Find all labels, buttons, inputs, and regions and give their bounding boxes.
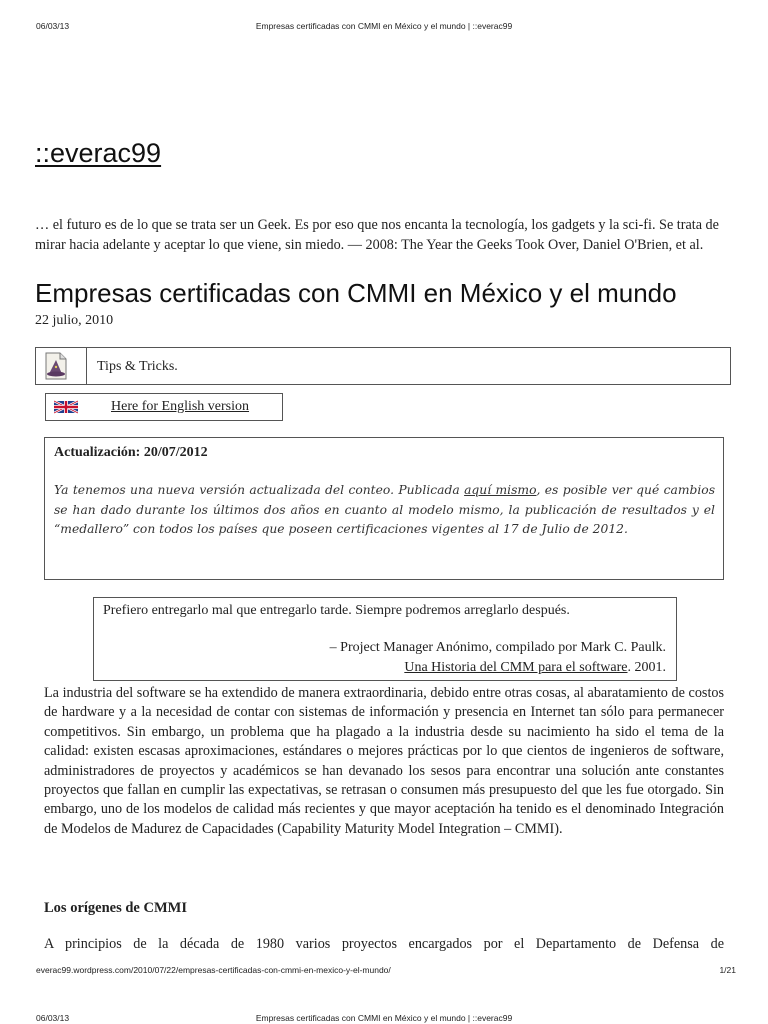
update-text: [54, 481, 715, 540]
english-version-link[interactable]: Here for English version: [111, 399, 250, 414]
update-heading: Actualización: 20/07/2012: [54, 445, 208, 460]
print-title: Empresas certificadas con CMMI en México y el mundo | ::everac99: [255, 21, 513, 31]
quote-author: – Project Manager Anónimo, compilado por Mark C. Paulk.: [329, 640, 666, 655]
update-link[interactable]: aquí mismo: [464, 483, 537, 497]
site-title-link[interactable]: ::everac99: [35, 138, 162, 168]
update-text-start: Ya tenemos una nueva versión actualizada del conteo. Publicada: [54, 483, 465, 497]
intro-paragraph: La industria del software se ha extendido de manera extraordinaria, debido entre otras cosas, al abaratamiento de costos de hardware y a la necesidad de contar con sistemas de información y presencia en Internet tan sólo para permanecer competitivos. Sin embargo, un problema que ha plagado a la industria desde su nacimiento ha sido el tema de la calidad: existen escasas aproximaciones, estándares o mejores prácticas por lo que cientos de ingenieros de software, administradores de proyectos y académicos se han devanado los sesos para encontrar una solución ante constantes proyectos que fallan en cumplir las expectativas, se retrasan o consumen más presupuesto del que les fue otorgado. Sin embargo, uno de los modelos de calidad más recientes y que mayor aceptación ha tenido es el denominado Integración de Modelos de Madurez de Capacidades (Capability Maturity Model Integration – CMMI).: [44, 685, 724, 837]
section-heading: Los orígenes de CMMI: [44, 900, 187, 916]
origins-paragraph-text: A principios de la década de 1980 varios proyectos encargados por el Departamento de Defensa de: [44, 936, 724, 952]
english-version-box: [45, 393, 283, 421]
print-date: 06/03/13: [36, 21, 70, 31]
category-label: Tips & Tricks.: [97, 359, 178, 374]
uk-flag-icon: [54, 400, 78, 414]
quote-attribution: [330, 638, 666, 678]
update-box: [44, 437, 724, 580]
quote-box: [93, 597, 677, 681]
category-box: [35, 347, 731, 385]
next-print-date: 06/03/13: [36, 1013, 70, 1023]
post-date: 22 julio, 2010: [35, 313, 114, 328]
quote-source-link[interactable]: Una Historia del CMM para el software: [404, 660, 628, 675]
wizard-hat-document-icon: [45, 352, 67, 380]
print-url: everac99.wordpress.com/2010/07/22/empresas-certificadas-con-cmmi-en-mexico-y-el-mundo/: [36, 965, 391, 975]
next-print-title: Empresas certificadas con CMMI en México y el mundo | ::everac99: [255, 1013, 513, 1023]
category-icon-cell: [36, 348, 87, 384]
site-tagline: … el futuro es de lo que se trata ser un Geek. Es por eso que nos encanta la tecnología, los gadgets y la sci-fi. Se trata de mirar hacia adelante y aceptar lo que viene, sin miedo. — 2008: The Year the Geeks Took Over, Daniel O'Brien, et al.: [35, 217, 719, 253]
quote-year: . 2001.: [627, 660, 666, 675]
origins-paragraph: [44, 936, 724, 958]
quote-text: Prefiero entregarlo mal que entregarlo tarde. Siempre podremos arreglarlo después.: [103, 603, 570, 618]
post-title: Empresas certificadas con CMMI en México y el mundo: [35, 278, 677, 308]
update-text-end: , es posible ver qué cambios se han dado durante los últimos dos años en cuanto al modelo mismo, la publicación de resultados y el “medallero” con todos los países que poseen certificaciones vigentes al 17 de Julio de 2012.: [54, 483, 716, 536]
print-page-number: 1/21: [719, 965, 736, 975]
